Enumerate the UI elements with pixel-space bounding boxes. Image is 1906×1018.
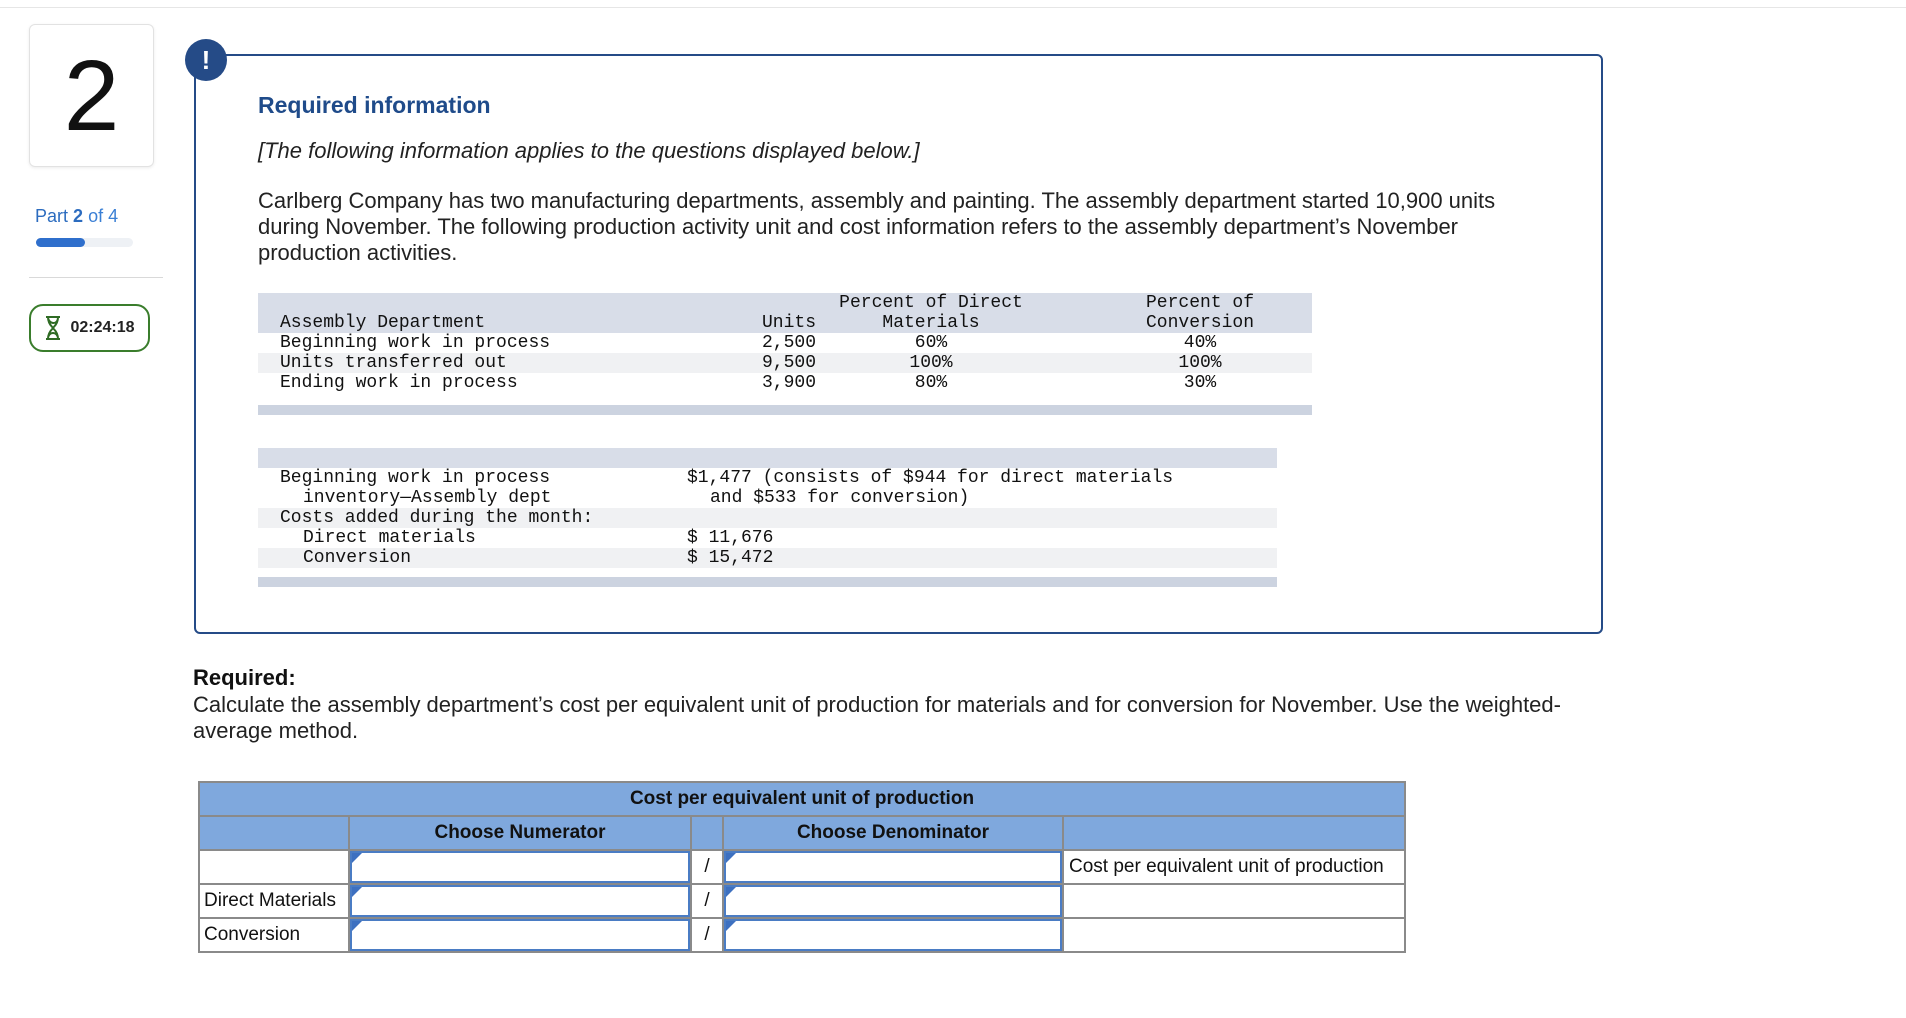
question-number-card[interactable] <box>29 24 154 167</box>
dm-result-cell <box>1062 883 1406 919</box>
dm-denominator-input[interactable] <box>724 885 1062 917</box>
header-pc-line1: Percent of <box>1145 293 1255 313</box>
table-footer-bar <box>258 405 1312 415</box>
row-units: 3,900 <box>761 373 816 393</box>
cost-value-bwip-2: and $533 for conversion) <box>710 488 970 508</box>
table-row <box>258 548 1277 568</box>
row-pc: 40% <box>1183 333 1217 353</box>
required-information-heading: Required information <box>258 92 491 118</box>
row-label-blank <box>198 849 350 885</box>
part-current: 2 <box>73 206 84 226</box>
conv-numerator-input[interactable] <box>350 919 690 951</box>
row-pdm: 100% <box>909 353 953 373</box>
numerator-header-dropdown[interactable] <box>350 851 690 883</box>
result-header-blank <box>1062 815 1406 851</box>
activity-table <box>258 293 1312 415</box>
cost-label-dm: Direct materials <box>303 528 476 548</box>
row-pc: 100% <box>1178 353 1222 373</box>
slash-header <box>690 815 724 851</box>
row-units: 2,500 <box>761 333 816 353</box>
rail-divider <box>29 277 163 278</box>
numerator-cell <box>348 917 692 953</box>
answer-grid <box>198 781 1406 956</box>
table-footer-bar <box>258 577 1277 587</box>
conv-result-cell <box>1062 917 1406 953</box>
table-row <box>258 488 1277 508</box>
cost-label-conv: Conversion <box>303 548 412 568</box>
cost-label-added: Costs added during the month: <box>280 508 594 528</box>
denominator-cell <box>722 849 1064 885</box>
row-pdm: 60% <box>914 333 948 353</box>
table-row <box>258 528 1277 548</box>
header-pc-line2: Conversion <box>1145 313 1255 333</box>
activity-table-header <box>258 293 1312 333</box>
top-divider <box>0 7 1906 8</box>
question-number: 2 <box>63 39 120 152</box>
required-text: Calculate the assembly department’s cost per equivalent unit of production for materials and for conversion for November. Use the weighted-average method. <box>193 692 1561 743</box>
cost-label-bwip: Beginning work in process <box>280 468 551 488</box>
row-label: Ending work in process <box>280 373 518 393</box>
table-row <box>258 468 1277 488</box>
part-progress-fill <box>36 238 85 247</box>
numerator-cell <box>348 849 692 885</box>
row-label: Beginning work in process <box>280 333 551 353</box>
denominator-cell <box>722 917 1064 953</box>
cost-value-conv: $ 15,472 <box>687 548 774 568</box>
header-units: Units <box>761 313 816 333</box>
part-word: Part <box>35 206 69 226</box>
timer-button[interactable] <box>29 304 150 352</box>
row-units: 9,500 <box>761 353 816 373</box>
cost-table-header <box>258 448 1277 468</box>
hourglass-icon <box>44 315 62 341</box>
dm-numerator-input[interactable] <box>350 885 690 917</box>
row-label-direct-materials: Direct Materials <box>198 883 350 919</box>
division-slash: / <box>690 917 724 953</box>
row-label-conversion: Conversion <box>198 917 350 953</box>
part-total: of 4 <box>88 206 119 226</box>
header-department: Assembly Department <box>280 313 486 333</box>
row-pdm: 80% <box>914 373 948 393</box>
alert-icon: ! <box>185 39 227 81</box>
part-progress-bar <box>36 238 133 247</box>
denominator-header-dropdown[interactable] <box>724 851 1062 883</box>
cost-value-dm: $ 11,676 <box>687 528 774 548</box>
result-header: Cost per equivalent unit of production <box>1062 849 1406 885</box>
denominator-header: Choose Denominator <box>722 815 1064 851</box>
part-indicator <box>35 206 118 227</box>
info-paragraph: Carlberg Company has two manufacturing departments, assembly and painting. The assembly department started 10,900 units during November. The following production activity unit and cost information refers to the assembly department’s November production activities. <box>258 188 1496 265</box>
conv-denominator-input[interactable] <box>724 919 1062 951</box>
division-slash: / <box>690 883 724 919</box>
denominator-cell <box>722 883 1064 919</box>
timer-value: 02:24:18 <box>70 319 135 336</box>
row-label: Units transferred out <box>280 353 507 373</box>
cost-table <box>258 448 1277 587</box>
header-pdm-line2: Materials <box>882 313 980 333</box>
numerator-header: Choose Numerator <box>348 815 692 851</box>
info-intro: [The following information applies to the questions displayed below.] <box>258 138 920 163</box>
header-pdm-line1: Percent of Direct <box>839 293 1023 313</box>
numerator-cell <box>348 883 692 919</box>
cost-value-bwip: $1,477 (consists of $944 for direct materials <box>687 468 1174 488</box>
table-row <box>258 353 1312 373</box>
cost-label-bwip-2: inventory—Assembly dept <box>303 488 552 508</box>
grid-title: Cost per equivalent unit of production <box>198 781 1406 817</box>
row-pc: 30% <box>1183 373 1217 393</box>
division-slash: / <box>690 849 724 885</box>
table-row <box>258 373 1312 393</box>
required-label: Required: <box>193 665 296 690</box>
table-row <box>258 508 1277 528</box>
table-row <box>258 333 1312 353</box>
grid-header-blank <box>198 815 350 851</box>
